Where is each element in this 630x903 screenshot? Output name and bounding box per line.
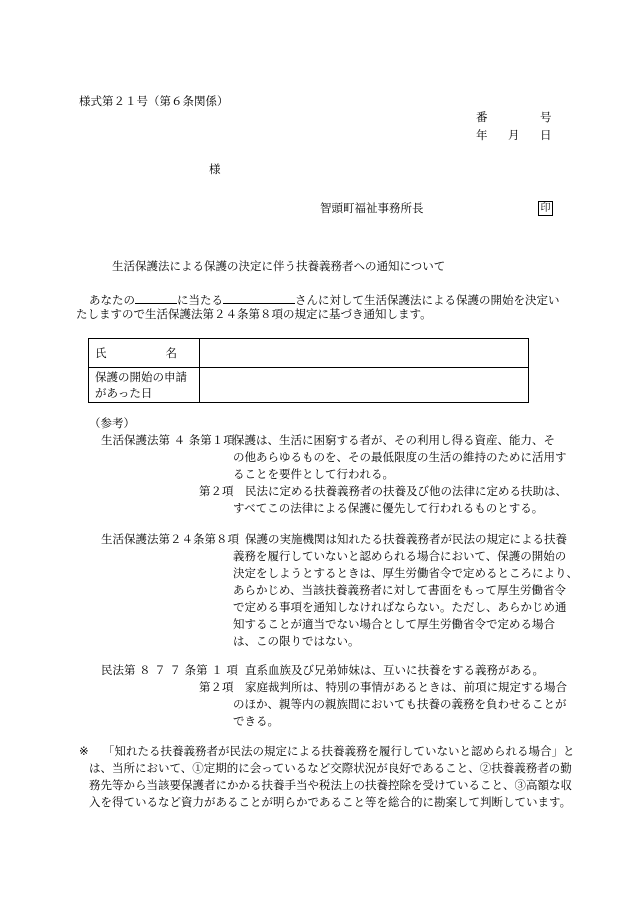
application-date-label-line-1: 保護の開始の申請 [95, 370, 187, 384]
article4-p1-line-1: 保護は、生活に困窮する者が、その利用し得る資産、能力、そ [233, 433, 555, 447]
date-year-label: 年 [476, 128, 488, 142]
reference-heading: （参考） [89, 416, 135, 430]
document-title: 生活保護法による保護の決定に伴う扶養義務者への通知について [112, 259, 446, 273]
number-suffix: 号 [540, 110, 552, 124]
civil-code-p2-label: 第２項 [199, 680, 234, 694]
article24-line-4: あらかじめ、当該扶養義務者に対して書面をもって厚生労働省令 [233, 583, 567, 597]
application-date-label-line-2: があった日 [95, 386, 153, 400]
article4-p1-line-2: の他あらゆるものを、その最低限度の生活の維持のために活用す [233, 450, 567, 464]
article4-p2-label: 第２項 [199, 484, 234, 498]
article24-line-1: 保護の実施機関は知れたる扶養義務者が民法の規定による扶養 [245, 532, 567, 546]
civil-code-p2-line-1: 家庭裁判所は、特別の事情があるときは、前項に規定する場合 [245, 680, 567, 694]
recipient-honorific: 様 [209, 162, 221, 176]
person-name-blank [223, 292, 295, 304]
note-line-4: 入を得ているなど資力があることが明らかであること等を総合的に勘案して判断しています。 [89, 795, 572, 809]
body-line-2: たしますので生活保護法第２４条第８項の規定に基づき通知します。 [76, 307, 432, 321]
name-row [89, 339, 529, 368]
article24-line-3: 決定をしようとするときは、厚生労働省令で定めるところにより、 [233, 566, 578, 580]
note-mark: ※ [79, 744, 89, 758]
name-label-part-1: 氏 [95, 346, 107, 360]
civil-code-p2-line-3: できる。 [233, 714, 279, 728]
note-line-2: は、当所において、①定期的に会っているなど交際状況が良好であること、②扶養義務者の勤 [89, 761, 572, 775]
article24-line-6: 知することが適当でない場合として厚生労働省令で定める場合 [233, 617, 555, 631]
body-part-1: あなたの [89, 293, 135, 307]
seal-mark: 印 [538, 201, 553, 216]
name-label-cell [89, 339, 200, 368]
article4-p1-line-3: ることを要件として行われる。 [233, 467, 394, 481]
name-label-part-2: 名 [165, 346, 177, 360]
name-value-cell [200, 339, 529, 368]
article24-line-7: は、この限りではない。 [233, 634, 360, 648]
sender-name: 智頭町福祉事務所長 [320, 201, 424, 215]
body-part-2: に当たる [177, 293, 223, 307]
date-day-label: 日 [540, 128, 552, 142]
civil-code-label: 民法第 ８ ７ ７ 条第 １ 項 [101, 663, 238, 677]
number-label: 番 [476, 110, 488, 124]
article24-line-2: 義務を履行していないと認められる場合において、保護の開始の [233, 549, 567, 563]
civil-code-p2-line-2: のほか、親等内の親族間においても扶養の義務を負わせることが [233, 697, 567, 711]
body-line-1 [89, 292, 560, 307]
relationship-blank [135, 292, 177, 304]
note-line-3: 務先等から当該要保護者にかかる扶養手当や税法上の扶養控除を受けていること、③高額な収 [89, 778, 572, 792]
article4-p2-line-1: 民法に定める扶養義務者の扶養及び他の法律に定める扶助は、 [245, 484, 567, 498]
article4-label: 生活保護法第 ４ 条第１項 [101, 433, 235, 447]
info-table [88, 338, 529, 403]
application-date-label-cell [89, 368, 200, 403]
application-date-value-cell [200, 368, 529, 403]
article24-line-5: で定める事項を通知しなければならない。ただし、あらかじめ通 [233, 600, 567, 614]
application-date-row [89, 368, 529, 403]
date-month-label: 月 [508, 128, 520, 142]
note-line-1: 「知れたる扶養義務者が民法の規定による扶養義務を履行していないと認められる場合」と [103, 744, 575, 758]
civil-code-p1: 直系血族及び兄弟姉妹は、互いに扶養をする義務がある。 [245, 663, 544, 677]
form-number-label: 様式第２１号（第６条関係） [79, 94, 229, 108]
body-part-3: さんに対して生活保護法による保護の開始を決定い [295, 293, 560, 307]
article24-label: 生活保護法第２４条第８項 [101, 532, 239, 546]
article4-p2-line-2: すべてこの法律による保護に優先して行われるものとする。 [233, 501, 544, 515]
